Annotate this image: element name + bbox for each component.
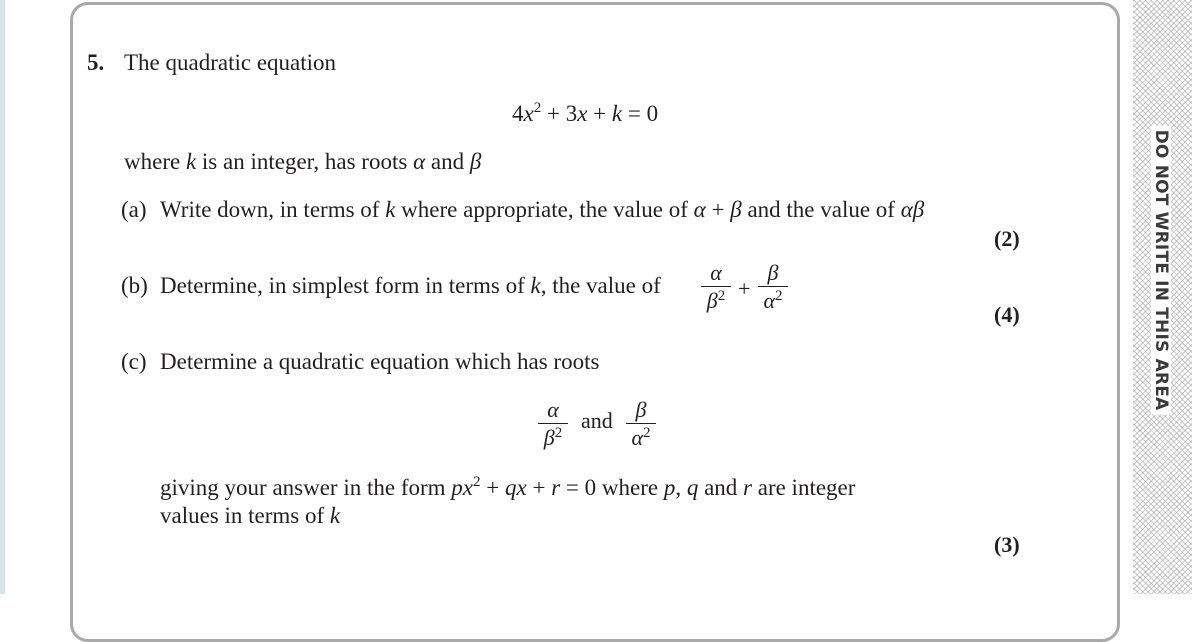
question-frame bbox=[70, 2, 1120, 642]
main-equation: $4x^2 + 3x + k = 0$ bbox=[512, 100, 659, 126]
part-c-answer-form: giving your answer in the form $px^2$ + qx + r = 0 where p, q and r are integer bbox=[160, 474, 856, 500]
part-c-label: (c) bbox=[121, 349, 147, 374]
part-c-marks: (3) bbox=[994, 532, 1020, 557]
left-margin-strip bbox=[0, 0, 5, 594]
question-intro: The quadratic equation bbox=[124, 50, 337, 75]
part-a-text: Write down, in terms of k where appropriate, the value of α + β and the value of αβ bbox=[160, 197, 925, 222]
part-c-answer-form-cont: values in terms of k bbox=[160, 503, 341, 528]
part-b-label: (b) bbox=[121, 273, 148, 298]
part-b-fraction-1: α $\beta^2$ bbox=[701, 261, 731, 313]
part-b-fraction-2: β $\alpha^2$ bbox=[758, 261, 788, 313]
roots-statement: where k is an integer, has roots α and β bbox=[124, 149, 482, 174]
part-c-fraction-1: α $\beta^2$ bbox=[538, 398, 568, 450]
part-c-fraction-2: β $\alpha^2$ bbox=[626, 398, 656, 450]
margin-warning: DO NOT WRITE IN THIS AREA bbox=[1151, 126, 1171, 415]
part-b-text: Determine, in simplest form in terms of k, the value of bbox=[160, 273, 661, 298]
part-b-plus: + bbox=[738, 276, 751, 301]
part-a-label: (a) bbox=[121, 197, 147, 222]
part-b-marks: (4) bbox=[994, 302, 1020, 327]
part-c-and: and bbox=[581, 408, 613, 433]
question-number: 5. bbox=[87, 50, 105, 75]
part-c-text: Determine a quadratic equation which has roots bbox=[160, 349, 600, 374]
part-a-marks: (2) bbox=[994, 226, 1020, 251]
